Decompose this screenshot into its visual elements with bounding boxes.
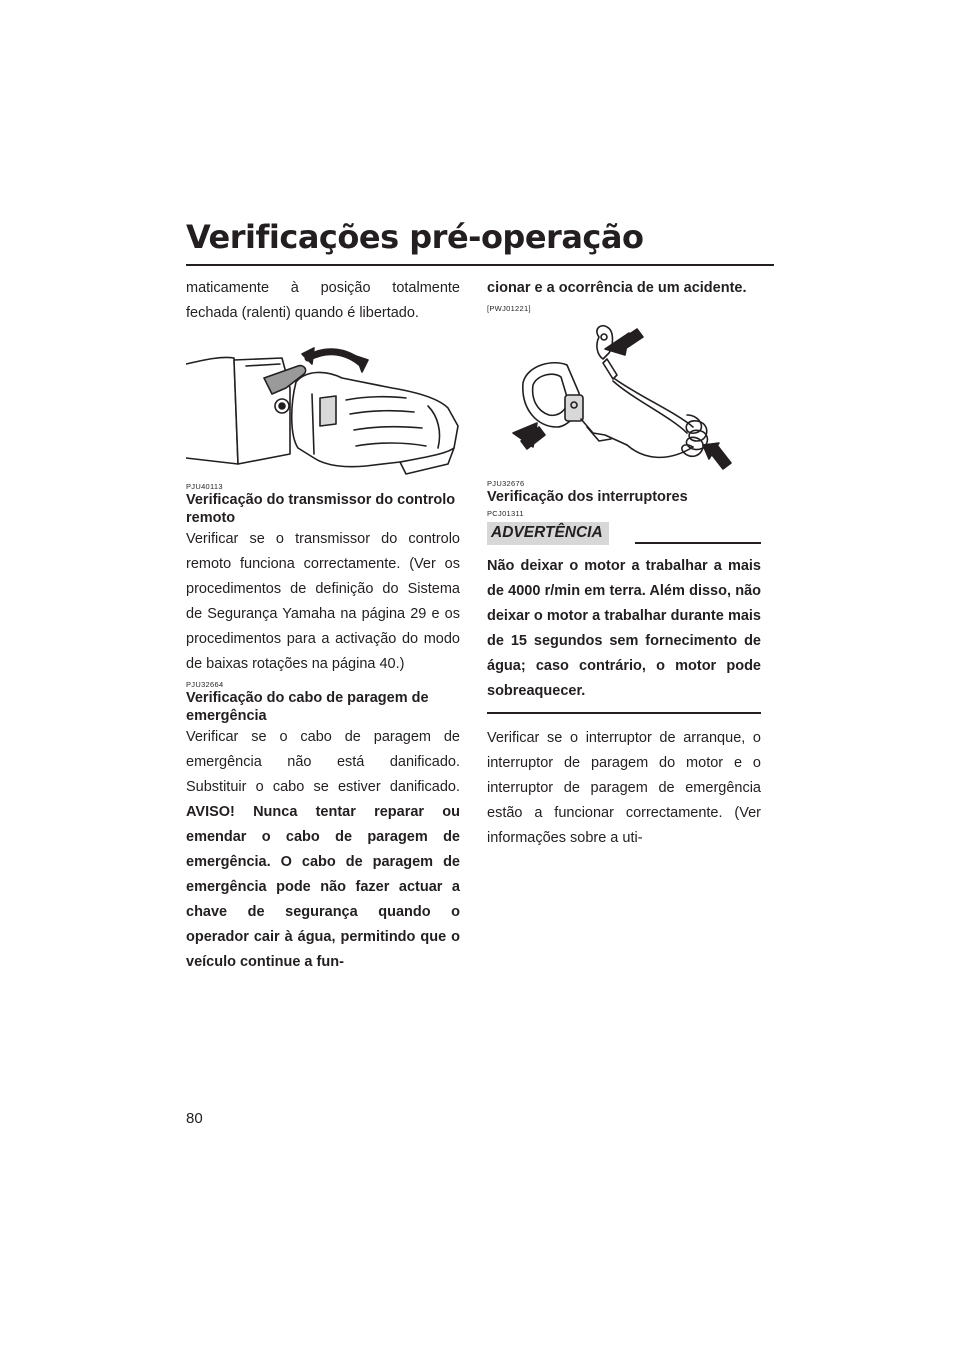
continued-notice: cionar e a ocorrência de um acidente.: [487, 280, 747, 296]
throttle-hand-illustration: [186, 336, 460, 476]
left-column: [186, 276, 460, 975]
lanyard-illustration: [487, 323, 761, 473]
intro-paragraph: maticamente à posição totalmente fechada (ralenti) quando é libertado.: [186, 280, 460, 321]
section-code: PJU32676: [487, 479, 525, 488]
warning-rule: [635, 542, 761, 544]
section-code: PJU40113: [186, 482, 223, 491]
section-heading: Verificação dos interruptores: [487, 489, 688, 505]
section-heading: Verificação do transmissor do controlo remoto: [186, 492, 456, 526]
warning-header: [487, 522, 761, 546]
notice-text: AVISO! Nunca tentar reparar ou emendar o cabo de paragem de emergência. O cabo de paragem de emergência pode não fazer actuar a chave de segurança quando o operador cair à água, permitindo que o veículo continue a fun-: [186, 804, 460, 970]
warning-ref: PCJ01311: [487, 509, 524, 518]
warning-label: ADVERTÊNCIA: [487, 522, 609, 545]
right-column: [487, 276, 761, 851]
body-text: Verificar se o cabo de paragem de emergência não está danificado. Substituir o cabo se estiver danificado.: [186, 729, 460, 795]
page-number: 80: [186, 1110, 203, 1127]
warning-end-rule: [487, 712, 761, 714]
section-body: Verificar se o transmissor do controlo remoto funciona correctamente. (Ver os procedimentos de definição do Sistema de Segurança Yamaha na página 29 e os procedimentos para a activação do modo de baixas rotações na página 40.): [186, 531, 460, 672]
warning-text: Não deixar o motor a trabalhar a mais de 4000 r/min em terra. Além disso, não deixar o motor a trabalhar durante mais de 15 segundos sem fornecimento de água; caso contrário, o motor pode sobreaquecer.: [487, 558, 761, 699]
warning-code: [PWJ01221]: [487, 304, 531, 313]
title-rule: [186, 264, 774, 266]
section-body: [186, 725, 460, 975]
section-heading: Verificação do cabo de paragem de emergência: [186, 690, 429, 724]
section-code: PJU32664: [186, 680, 224, 689]
page-title: Verificações pré-operação: [186, 218, 644, 256]
section-body: Verificar se o interruptor de arranque, o interruptor de paragem do motor e o interruptor de paragem de emergência estão a funcionar correctamente. (Ver informações sobre a uti-: [487, 730, 761, 846]
